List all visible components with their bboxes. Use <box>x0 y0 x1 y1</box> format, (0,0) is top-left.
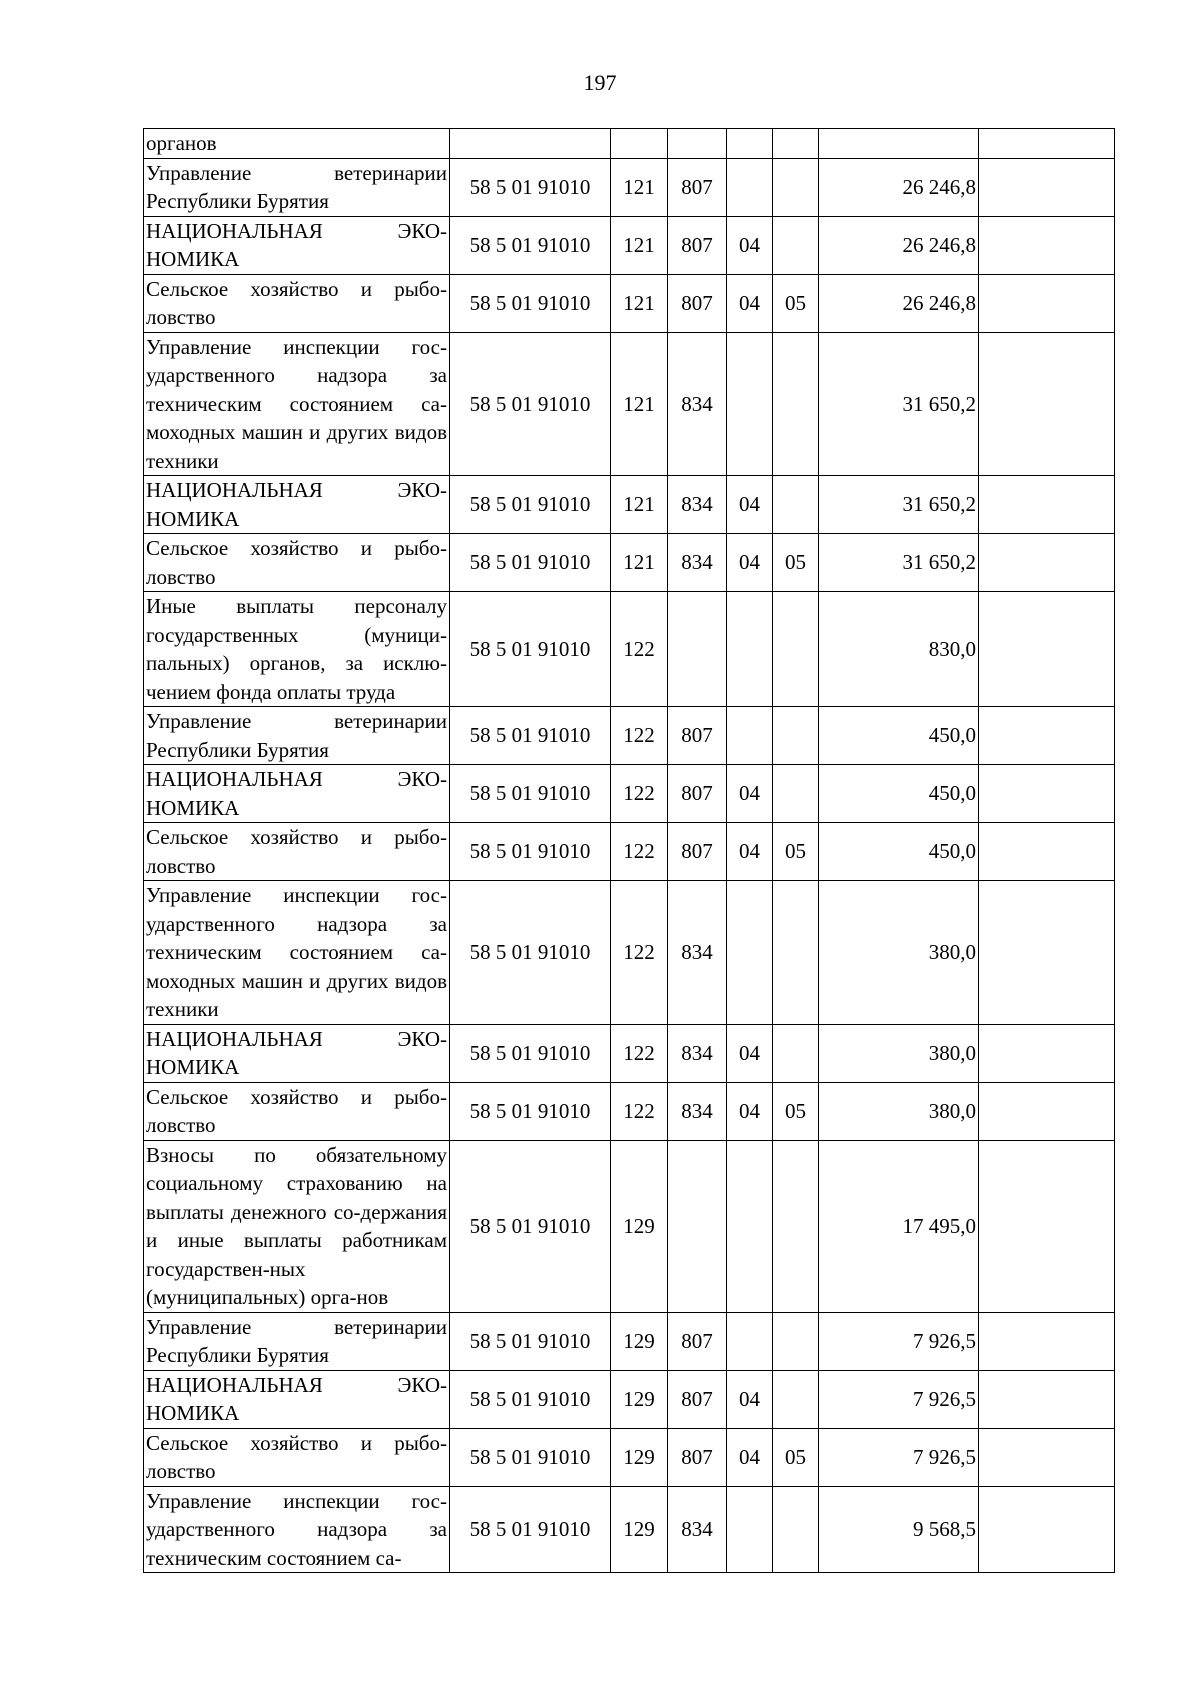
administrator-code-cell <box>668 1140 727 1312</box>
section-code-cell <box>727 592 773 707</box>
row-name-cell: органов <box>144 129 450 159</box>
administrator-code-cell: 807 <box>668 1312 727 1370</box>
empty-extra-cell <box>979 534 1115 592</box>
administrator-code-cell: 807 <box>668 274 727 332</box>
expense-type-cell <box>611 129 668 159</box>
expense-type-cell: 122 <box>611 592 668 707</box>
amount-cell: 7 926,5 <box>819 1370 979 1428</box>
expense-type-cell: 129 <box>611 1140 668 1312</box>
row-name-cell: Сельское хозяйство и рыбо-ловство <box>144 823 450 881</box>
target-article-cell <box>450 129 611 159</box>
table-row <box>144 216 1115 274</box>
empty-extra-cell <box>979 881 1115 1025</box>
amount-cell: 380,0 <box>819 881 979 1025</box>
empty-extra-cell <box>979 332 1115 476</box>
empty-extra-cell <box>979 216 1115 274</box>
expense-type-cell: 122 <box>611 1024 668 1082</box>
administrator-code-cell: 834 <box>668 332 727 476</box>
subsection-code-cell <box>773 158 819 216</box>
target-article-cell: 58 5 01 91010 <box>450 1428 611 1486</box>
amount-cell: 7 926,5 <box>819 1428 979 1486</box>
expense-type-cell: 121 <box>611 274 668 332</box>
expense-type-cell: 122 <box>611 707 668 765</box>
administrator-code-cell: 807 <box>668 707 727 765</box>
subsection-code-cell <box>773 129 819 159</box>
empty-extra-cell <box>979 1486 1115 1573</box>
row-name-cell: Управление ветеринарии Республики Бурятия <box>144 1312 450 1370</box>
table-row <box>144 1140 1115 1312</box>
section-code-cell: 04 <box>727 1428 773 1486</box>
target-article-cell: 58 5 01 91010 <box>450 534 611 592</box>
expense-type-cell: 122 <box>611 765 668 823</box>
section-code-cell: 04 <box>727 274 773 332</box>
amount-cell: 380,0 <box>819 1082 979 1140</box>
amount-cell: 9 568,5 <box>819 1486 979 1573</box>
table-row <box>144 823 1115 881</box>
subsection-code-cell <box>773 1024 819 1082</box>
expense-type-cell: 121 <box>611 216 668 274</box>
administrator-code-cell: 807 <box>668 216 727 274</box>
empty-extra-cell <box>979 1370 1115 1428</box>
expense-type-cell: 121 <box>611 332 668 476</box>
row-name-cell: Управление инспекции гос-ударственного надзора за техническим состоянием са- <box>144 1486 450 1573</box>
table-row <box>144 1082 1115 1140</box>
target-article-cell: 58 5 01 91010 <box>450 1024 611 1082</box>
administrator-code-cell: 807 <box>668 765 727 823</box>
section-code-cell <box>727 158 773 216</box>
section-code-cell <box>727 1486 773 1573</box>
table-row <box>144 707 1115 765</box>
subsection-code-cell <box>773 592 819 707</box>
empty-extra-cell <box>979 1312 1115 1370</box>
section-code-cell <box>727 1140 773 1312</box>
row-name-cell: Управление ветеринарии Республики Бурятия <box>144 707 450 765</box>
expense-type-cell: 121 <box>611 476 668 534</box>
amount-cell: 450,0 <box>819 707 979 765</box>
row-name-cell: Сельское хозяйство и рыбо-ловство <box>144 1428 450 1486</box>
page-number: 197 <box>583 70 617 95</box>
section-code-cell <box>727 707 773 765</box>
table-row <box>144 158 1115 216</box>
expense-type-cell: 129 <box>611 1486 668 1573</box>
administrator-code-cell <box>668 129 727 159</box>
administrator-code-cell <box>668 592 727 707</box>
section-code-cell <box>727 881 773 1025</box>
empty-extra-cell <box>979 129 1115 159</box>
budget-table <box>143 128 1115 1573</box>
section-code-cell: 04 <box>727 216 773 274</box>
amount-cell: 17 495,0 <box>819 1140 979 1312</box>
table-row <box>144 1312 1115 1370</box>
target-article-cell: 58 5 01 91010 <box>450 1082 611 1140</box>
row-name-cell: НАЦИОНАЛЬНАЯ ЭКО-НОМИКА <box>144 1370 450 1428</box>
target-article-cell: 58 5 01 91010 <box>450 216 611 274</box>
subsection-code-cell <box>773 216 819 274</box>
target-article-cell: 58 5 01 91010 <box>450 1312 611 1370</box>
expense-type-cell: 129 <box>611 1370 668 1428</box>
amount-cell: 830,0 <box>819 592 979 707</box>
empty-extra-cell <box>979 158 1115 216</box>
empty-extra-cell <box>979 1024 1115 1082</box>
amount-cell: 450,0 <box>819 823 979 881</box>
target-article-cell: 58 5 01 91010 <box>450 1140 611 1312</box>
subsection-code-cell <box>773 1486 819 1573</box>
table-row <box>144 1024 1115 1082</box>
expense-type-cell: 129 <box>611 1312 668 1370</box>
administrator-code-cell: 807 <box>668 823 727 881</box>
administrator-code-cell: 834 <box>668 881 727 1025</box>
section-code-cell: 04 <box>727 765 773 823</box>
amount-cell: 380,0 <box>819 1024 979 1082</box>
empty-extra-cell <box>979 476 1115 534</box>
administrator-code-cell: 834 <box>668 1082 727 1140</box>
table-row <box>144 332 1115 476</box>
row-name-cell: Сельское хозяйство и рыбо-ловство <box>144 274 450 332</box>
table-row <box>144 534 1115 592</box>
table-row <box>144 1370 1115 1428</box>
empty-extra-cell <box>979 765 1115 823</box>
amount-cell: 31 650,2 <box>819 332 979 476</box>
target-article-cell: 58 5 01 91010 <box>450 1370 611 1428</box>
administrator-code-cell: 834 <box>668 1024 727 1082</box>
amount-cell <box>819 129 979 159</box>
row-name-cell: НАЦИОНАЛЬНАЯ ЭКО-НОМИКА <box>144 765 450 823</box>
table-body <box>144 129 1115 1573</box>
section-code-cell: 04 <box>727 534 773 592</box>
subsection-code-cell <box>773 1312 819 1370</box>
target-article-cell: 58 5 01 91010 <box>450 158 611 216</box>
subsection-code-cell: 05 <box>773 274 819 332</box>
section-code-cell <box>727 1312 773 1370</box>
table-row <box>144 1428 1115 1486</box>
section-code-cell: 04 <box>727 476 773 534</box>
target-article-cell: 58 5 01 91010 <box>450 765 611 823</box>
subsection-code-cell <box>773 1370 819 1428</box>
administrator-code-cell: 807 <box>668 1370 727 1428</box>
target-article-cell: 58 5 01 91010 <box>450 823 611 881</box>
row-name-cell: Взносы по обязательному социальному страхованию на выплаты денежного со-держания и иные выплаты работникам государствен-ных (муниципальных) орга-нов <box>144 1140 450 1312</box>
subsection-code-cell <box>773 476 819 534</box>
row-name-cell: НАЦИОНАЛЬНАЯ ЭКО-НОМИКА <box>144 476 450 534</box>
target-article-cell: 58 5 01 91010 <box>450 1486 611 1573</box>
section-code-cell <box>727 332 773 476</box>
subsection-code-cell <box>773 1140 819 1312</box>
subsection-code-cell <box>773 881 819 1025</box>
target-article-cell: 58 5 01 91010 <box>450 881 611 1025</box>
target-article-cell: 58 5 01 91010 <box>450 592 611 707</box>
row-name-cell: Управление ветеринарии Республики Бурятия <box>144 158 450 216</box>
administrator-code-cell: 834 <box>668 476 727 534</box>
row-name-cell: Управление инспекции гос-ударственного надзора за техническим состоянием са-моходных машин и других видов техники <box>144 881 450 1025</box>
section-code-cell <box>727 129 773 159</box>
subsection-code-cell <box>773 707 819 765</box>
expense-type-cell: 121 <box>611 158 668 216</box>
administrator-code-cell: 834 <box>668 534 727 592</box>
section-code-cell: 04 <box>727 1024 773 1082</box>
table-row <box>144 274 1115 332</box>
subsection-code-cell: 05 <box>773 1428 819 1486</box>
amount-cell: 26 246,8 <box>819 216 979 274</box>
expense-type-cell: 122 <box>611 1082 668 1140</box>
expense-type-cell: 122 <box>611 823 668 881</box>
section-code-cell: 04 <box>727 823 773 881</box>
row-name-cell: Сельское хозяйство и рыбо-ловство <box>144 534 450 592</box>
subsection-code-cell <box>773 765 819 823</box>
empty-extra-cell <box>979 1082 1115 1140</box>
row-name-cell: Управление инспекции гос-ударственного надзора за техническим состоянием са-моходных машин и других видов техники <box>144 332 450 476</box>
empty-extra-cell <box>979 823 1115 881</box>
subsection-code-cell: 05 <box>773 823 819 881</box>
table-row <box>144 765 1115 823</box>
row-name-cell: Иные выплаты персоналу государственных (муници-пальных) органов, за исклю-чением фонда оплаты труда <box>144 592 450 707</box>
empty-extra-cell <box>979 1140 1115 1312</box>
empty-extra-cell <box>979 592 1115 707</box>
row-name-cell: НАЦИОНАЛЬНАЯ ЭКО-НОМИКА <box>144 1024 450 1082</box>
row-name-cell: НАЦИОНАЛЬНАЯ ЭКО-НОМИКА <box>144 216 450 274</box>
target-article-cell: 58 5 01 91010 <box>450 274 611 332</box>
administrator-code-cell: 807 <box>668 158 727 216</box>
amount-cell: 26 246,8 <box>819 158 979 216</box>
row-name-cell: Сельское хозяйство и рыбо-ловство <box>144 1082 450 1140</box>
empty-extra-cell <box>979 707 1115 765</box>
administrator-code-cell: 834 <box>668 1486 727 1573</box>
subsection-code-cell <box>773 332 819 476</box>
table-row <box>144 592 1115 707</box>
amount-cell: 26 246,8 <box>819 274 979 332</box>
section-code-cell: 04 <box>727 1082 773 1140</box>
expense-type-cell: 129 <box>611 1428 668 1486</box>
target-article-cell: 58 5 01 91010 <box>450 332 611 476</box>
empty-extra-cell <box>979 274 1115 332</box>
table-row <box>144 1486 1115 1573</box>
table-row <box>144 881 1115 1025</box>
target-article-cell: 58 5 01 91010 <box>450 476 611 534</box>
amount-cell: 450,0 <box>819 765 979 823</box>
expense-type-cell: 121 <box>611 534 668 592</box>
administrator-code-cell: 807 <box>668 1428 727 1486</box>
section-code-cell: 04 <box>727 1370 773 1428</box>
amount-cell: 31 650,2 <box>819 476 979 534</box>
expense-type-cell: 122 <box>611 881 668 1025</box>
amount-cell: 31 650,2 <box>819 534 979 592</box>
table-row <box>144 476 1115 534</box>
amount-cell: 7 926,5 <box>819 1312 979 1370</box>
target-article-cell: 58 5 01 91010 <box>450 707 611 765</box>
empty-extra-cell <box>979 1428 1115 1486</box>
table-row <box>144 129 1115 159</box>
subsection-code-cell: 05 <box>773 534 819 592</box>
subsection-code-cell: 05 <box>773 1082 819 1140</box>
